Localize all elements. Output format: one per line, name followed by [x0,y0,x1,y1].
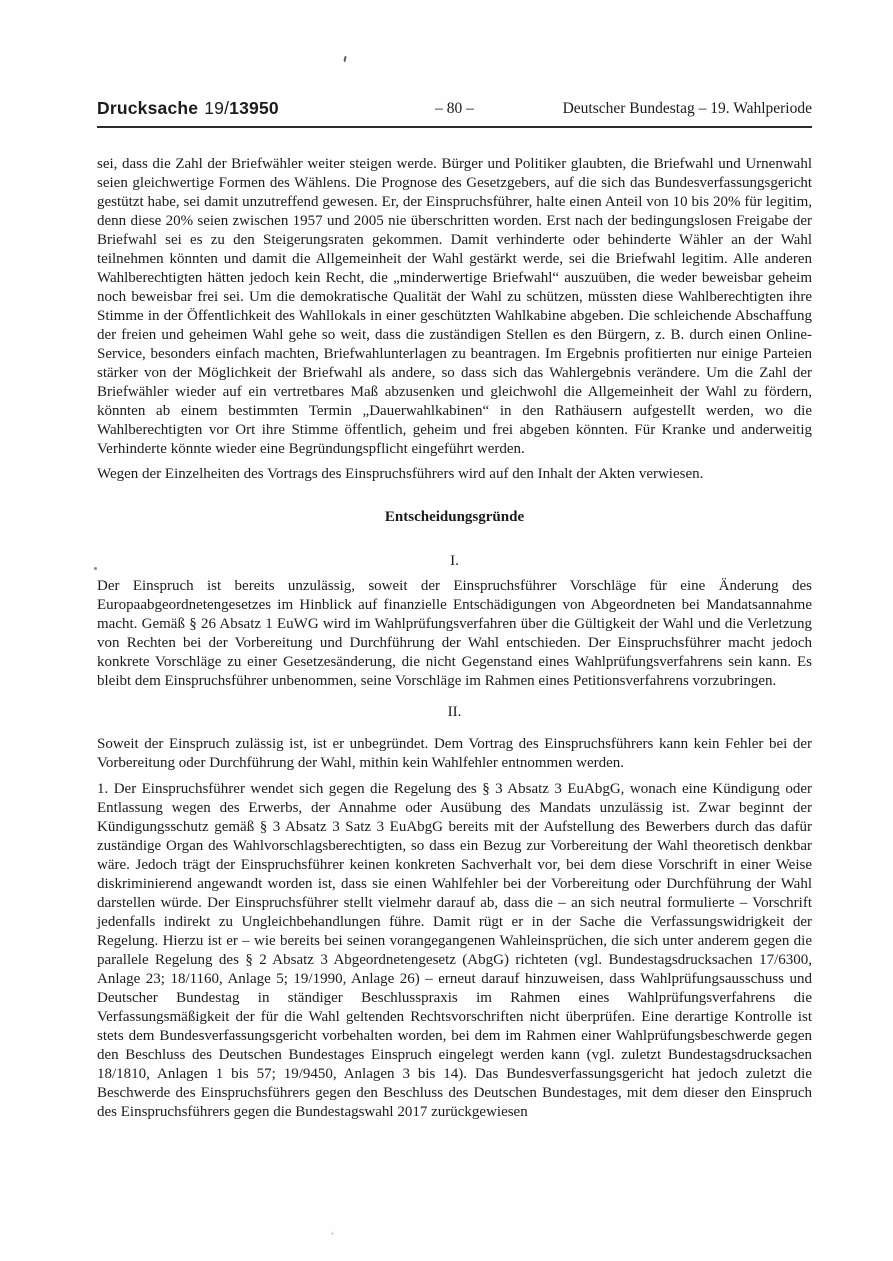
document-number-prefix: 19/ [204,98,230,118]
section-marker-two: II. [447,704,462,720]
page-number: – 80 – [435,100,474,117]
paragraph-briefwahl-argument: sei, dass die Zahl der Briefwähler weiter steigen werde. Bürger und Politiker glaubten, die Briefwahl und Urnenwahl seien gleichwertige Formen des Wählens. Die Prognose des Gesetzgebers, auf die sich das Bundesverfassungsgericht gestützt habe, sei damit unzutreffend gewesen. Er, der Einspruchsführer, halte einen Anteil von 10 bis 20% für legitim, denn diese 20% seien zwischen 1957 und 2005 nie überschritten worden. Erst nach der bedingungslosen Freigabe der Briefwahl sei es zu den Steigerungsraten gekommen. Damit verhinderte oder behinderte Wähler an der Wahl teilnehmen könnten und damit die Allgemeinheit der Wahl gestärkt werde, sei die Briefwahl legitim. Alle anderen Wahlberechtigten hätten jedoch kein Recht, die „minderwertige Briefwahl“ auszuüben, die weder beweisbar geheim noch beweisbar frei sei. Um die demokratische Qualität der Wahl zu schützen, müssten diese Wahlberechtigten ihre Stimme in der Öffentlichkeit des Wahllokals in einer geschützten Wahlkabine abgeben. Die schleichende Abschaffung der freien und geheimen Wahl gehe so weit, dass die zuständigen Stellen es den Bürgern, z. B. durch einen Online-Service, besonders einfach machten, Briefwahlunterlagen zu beantragen. Im Ergebnis profitierten nur einige Parteien stärker von der Möglichkeit der Briefwahl als andere, so dass sich das Wahlergebnis verändere. Um die Zahl der Briefwähler wieder auf ein vertretbares Maß abzusenken und gleichwohl die Allgemeinheit der Wahl zu fördern, könnten ab einem bestimmten Termin „Dauerwahlkabinen“ in den Rathäusern aufgestellt werden, wo die Wahlberechtigten vor Ort ihre Stimme öffentlich, geheim und frei abgeben könnten. Für Kranke und anderweitig Verhinderte könnte wieder eine Begründungspflicht eingeführt werden. [97,156,812,457]
paragraph-unzulaessig: Der Einspruch ist bereits unzulässig, soweit der Einspruchsführer Vorschläge für eine Änderung des Europaabgeordnetengesetzes im Hinblick auf finanzielle Entschädigungen von Abgeordneten bei Mandatsannahme macht. Gemäß § 26 Absatz 1 EuWG wird im Wahlprüfungsverfahren über die Gültigkeit der Wahl und die Verletzung von Rechten bei der Vorbereitung und Durchführung der Wahl entschieden. Der Einspruchsführer macht jedoch konkrete Vorschläge zu einer Gesetzesänderung, die nicht Gegenstand eines Wahlprüfungsverfahrens sein kann. Es bleibt dem Einspruchsführer unbenommen, seine Vorschläge im Rahmen eines Petitionsverfahrens vorzubringen. [97,578,812,689]
paragraph-euabgg-ruege: 1. Der Einspruchsführer wendet sich gegen die Regelung des § 3 Absatz 3 EuAbgG, wonach eine Kündigung oder Entlassung wegen des Erwerbs, der Annahme oder Ausübung des Mandats unzulässig ist. Zwar beginnt der Kündigungsschutz gemäß § 3 Absatz 3 Satz 3 EuAbgG bereits mit der Aufstellung des Bewerbers durch das dafür zuständige Organ des Wahlvorschlagsberechtigten, so dass ein Bezug zur Vorbereitung der Wahl theoretisch denkbar wäre. Jedoch trägt der Einspruchsführer keinen konkreten Sachverhalt vor, bei dem diese Vorschrift in einer Weise diskriminierend angewandt worden ist, dass sie einen Wahlfehler bei der Vorbereitung oder Durchführung der Wahl darstellen würde. Der Einspruchsführer stellt vielmehr darauf ab, dass die – an sich neutral formulierte – Vorschrift jedenfalls indirekt zu Ungleichbehandlungen führe. Damit rügt er in der Sache die Verfassungswidrigkeit der Regelung. Hierzu ist er – wie bereits bei seinen vorangegangenen Wahleinsprüchen, die sich unter anderem gegen die parallele Regelung des § 2 Absatz 3 Abgeordnetengesetz (AbgG) richteten (vgl. Bundestagsdrucksachen 17/6300, Anlage 23; 18/1160, Anlage 5; 19/1990, Anlage 26) – erneut darauf hinzuweisen, dass Wahlprüfungsausschuss und Deutscher Bundestag in ständiger Beschlusspraxis im Rahmen eines Wahlprüfungsverfahrens die Verfassungsmäßigkeit der für die Wahl geltenden Rechtsvorschriften nicht überprüfen. Eine derartige Kontrolle ist stets dem Bundesverfassungsgericht vorbehalten worden, bei dem im Rahmen einer Wahlprüfungsbeschwerde gegen den Beschluss des Deutschen Bundestages Einspruch eingelegt werden kann (vgl. zuletzt Bundestagsdrucksachen 18/1810, Anlagen 1 bis 57; 19/9450, Anlagen 3 bis 14). Das Bundesverfassungsgericht hat jedoch zuletzt die Beschwerde des Einspruchsführers gegen den Beschluss des Deutschen Bundestages, mit dem dieser den Einspruch des Einspruchsführers gegen die Bundestagswahl 2017 zurückgewiesen [97,781,812,1120]
section-marker-one: I. [450,553,459,569]
paragraph-akten-verweis: Wegen der Einzelheiten des Vortrags des Einspruchsführers wird auf den Inhalt der Akten verwiesen. [97,466,704,482]
section-heading-entscheidungsgruende: Entscheidungsgründe [384,509,525,525]
paragraph-unbegruendet: Soweit der Einspruch zulässig ist, ist er unbegründet. Dem Vortrag des Einspruchsführers kann kein Fehler bei der Vorbereitung oder Durchführung der Wahl, mithin kein Wahlfehler entnommen werden. [97,736,812,771]
scan-artifact-speck [343,56,346,62]
document-label: Drucksache [97,98,199,118]
parliament-title: Deutscher Bundestag – 19. Wahlperiode [562,100,812,117]
page-header [97,98,812,124]
scan-artifact-plus: + [330,1229,335,1238]
header-divider-rule [97,126,812,128]
document-number-value: 13950 [229,98,279,118]
document-body [97,155,812,1122]
